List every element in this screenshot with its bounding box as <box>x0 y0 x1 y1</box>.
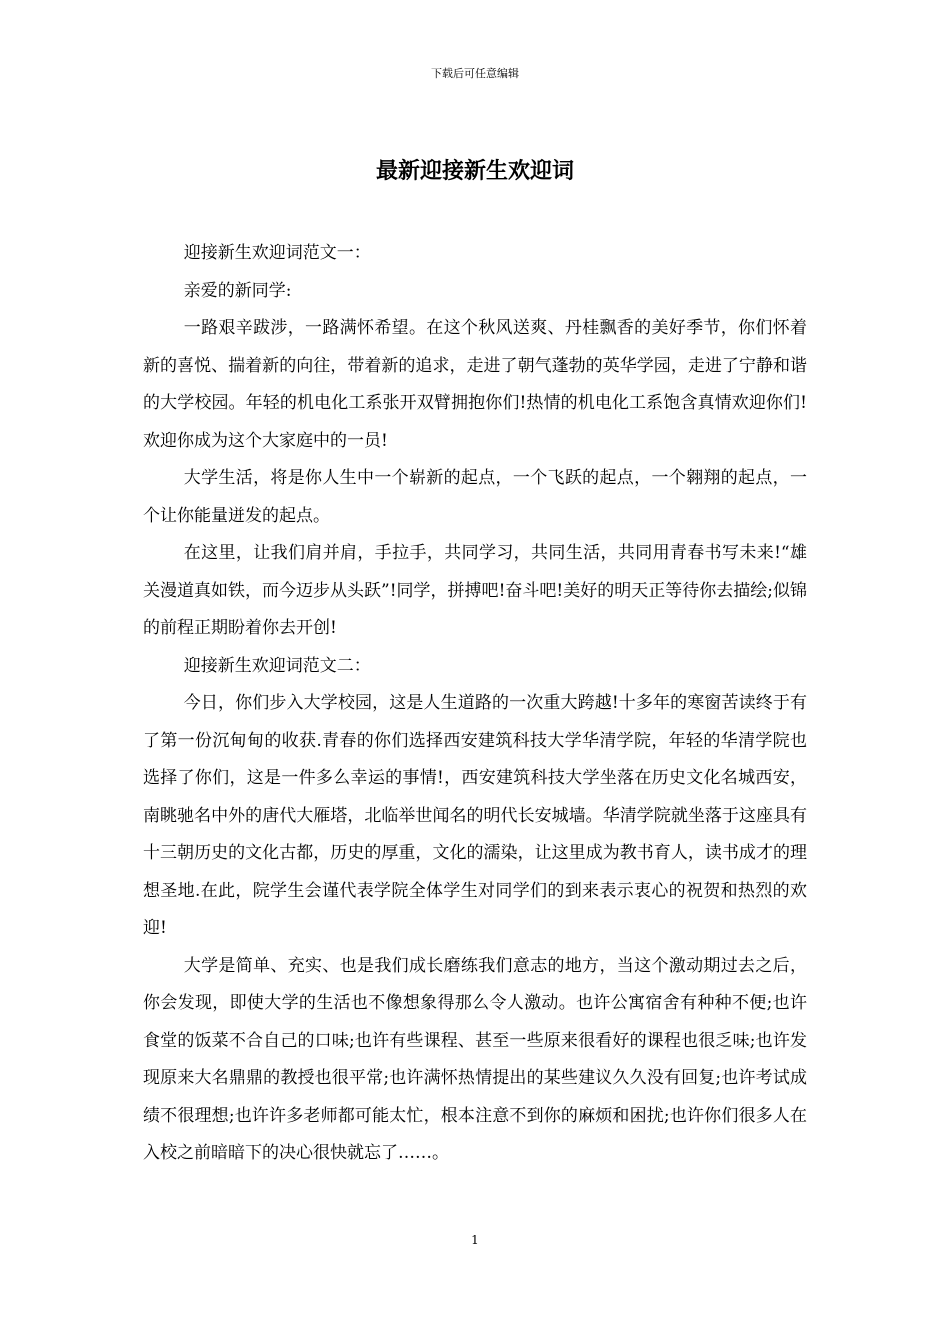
page-number: 1 <box>471 1233 479 1247</box>
paragraph: 今日，你们步入大学校园，这是人生道路的一次重大跨越!十多年的寒窗苦读终于有了第一份沉甸甸的收获.青春的你们选择西安建筑科技大学华清学院，年轻的华清学院也选择了你们，这是一件多么幸运的事情!，西安建筑科技大学坐落在历史文化名城西安，南眺驰名中外的唐代大雁塔，北临举世闻名的明代长安城墙。华清学院就坐落于这座具有十三朝历史的文化古都，历史的厚重，文化的濡染，让这里成为教书育人，读书成才的理想圣地.在此，院学生会谨代表学院全体学生对同学们的到来表示衷心的祝贺和热烈的欢迎! <box>143 693 807 938</box>
paragraph-section-heading-1: 迎接新生欢迎词范文一： <box>183 243 371 263</box>
paragraph: 在这里，让我们肩并肩，手拉手，共同学习，共同生活，共同用青春书写未来!“雄关漫道真如铁，而今迈步从头跃”!同学，拼搏吧!奋斗吧!美好的明天正等待你去描绘;似锦的前程正期盼着你去开创! <box>143 543 807 638</box>
paragraph-salutation: 亲爱的新同学: <box>183 280 292 301</box>
paragraph: 一路艰辛跋涉，一路满怀希望。在这个秋风送爽、丹桂飘香的美好季节，你们怀着新的喜悦、揣着新的向往，带着新的追求，走进了朝气蓬勃的英华学园，走进了宁静和谐的大学校园。年轻的机电化工系张开双臂拥抱你们!热情的机电化工系饱含真情欢迎你们!欢迎你成为这个大家庭中的一员! <box>143 318 807 451</box>
paragraph-section-heading-2: 迎接新生欢迎词范文二： <box>183 655 371 676</box>
document-title: 最新迎接新生欢迎词 <box>375 158 574 184</box>
paragraph: 大学是简单、充实、也是我们成长磨练我们意志的地方，当这个激动期过去之后，你会发现，即使大学的生活也不像想象得那么令人激动。也许公寓宿舍有种种不便;也许食堂的饭菜不合自己的口味;也许有些课程、甚至一些原来很看好的课程也很乏味;也许发现原来大名鼎鼎的教授也很平常;也许满怀热情提出的某些建议久久没有回复;也许考试成绩不很理想;也许许多老师都可能太忙，根本注意不到你的麻烦和困扰;也许你们很多人在入校之前暗暗下的决心很快就忘了……。 <box>143 955 807 1163</box>
document-body <box>143 235 807 1173</box>
header-note: 下载后可任意编辑 <box>431 67 519 80</box>
paragraph: 大学生活，将是你人生中一个崭新的起点，一个飞跃的起点，一个翱翔的起点，一个让你能量迸发的起点。 <box>143 468 807 526</box>
